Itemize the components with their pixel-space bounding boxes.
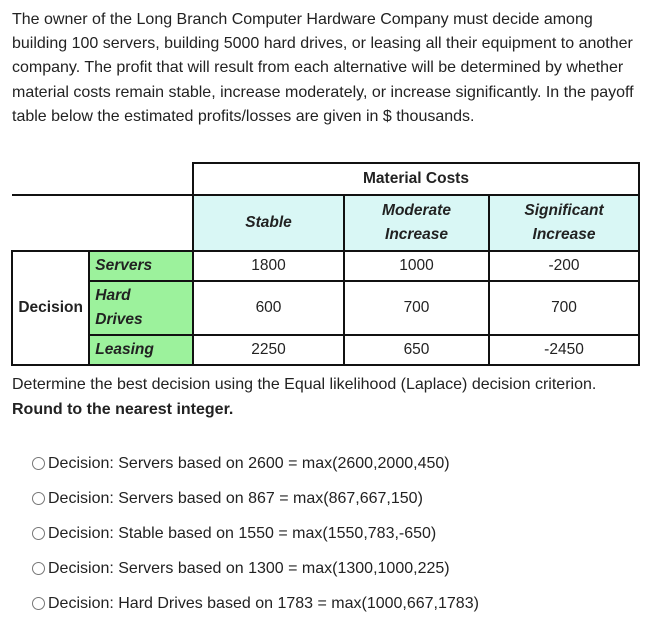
option-label: Decision: Stable based on 1550 = max(1550,783,-650) (48, 524, 437, 542)
table-cell: 2250 (193, 335, 344, 365)
table-cell: -200 (489, 251, 639, 281)
rounding-instruction: Round to the nearest integer. (12, 400, 234, 418)
option-label: Decision: Servers based on 1300 = max(1300,1000,225) (48, 559, 450, 577)
row-label-line2: Drives (95, 311, 143, 328)
column-header-line2: Increase (385, 226, 448, 243)
question-text: Determine the best decision using the Equal likelihood (Laplace) decision criterion. (12, 376, 597, 393)
row-label-text: Servers (95, 257, 153, 274)
column-header-line2: Increase (532, 226, 596, 243)
row-label-hard-drives (89, 281, 193, 335)
column-header-significant (489, 195, 639, 251)
answer-options (32, 446, 479, 621)
answer-option-1[interactable] (32, 446, 479, 481)
table-cell: -2450 (489, 335, 639, 365)
answer-option-5[interactable] (32, 586, 479, 621)
payoff-table (11, 162, 640, 366)
radio-button[interactable] (32, 527, 45, 540)
decision-label: Decision (12, 251, 89, 365)
column-header-moderate (344, 195, 489, 251)
table-cell: 1800 (193, 251, 344, 281)
table-cell: 700 (489, 281, 639, 335)
answer-option-2[interactable] (32, 481, 479, 516)
option-label: Decision: Servers based on 867 = max(867,667,150) (48, 489, 423, 507)
column-header-line1: Moderate (382, 202, 451, 219)
row-label-line1: Hard (95, 287, 131, 304)
table-cell: 700 (344, 281, 489, 335)
table-corner-blank-2 (12, 195, 193, 251)
table-cell: 1000 (344, 251, 489, 281)
column-header-stable (193, 195, 344, 251)
radio-button[interactable] (32, 457, 45, 470)
option-label: Decision: Hard Drives based on 1783 = max(1000,667,1783) (48, 594, 479, 612)
row-label-servers (89, 251, 193, 281)
problem-intro: The owner of the Long Branch Computer Hardware Company must decide among building 100 servers, building 5000 hard drives, or leasing all their equipment to another company. The profit that will result from each alternative will be determined by whether material costs remain stable, increase moderately, or increase significantly. In the payoff table below the estimated profits/losses are given in $ thousands. (12, 11, 634, 125)
row-label-text: Leasing (95, 341, 154, 358)
question-block (12, 373, 662, 422)
answer-option-4[interactable] (32, 551, 479, 586)
radio-button[interactable] (32, 597, 45, 610)
radio-button[interactable] (32, 562, 45, 575)
column-header-line1: Stable (245, 214, 292, 231)
table-cell: 650 (344, 335, 489, 365)
row-label-leasing (89, 335, 193, 365)
table-cell: 600 (193, 281, 344, 335)
radio-button[interactable] (32, 492, 45, 505)
column-header-line1: Significant (524, 202, 604, 219)
option-label: Decision: Servers based on 2600 = max(2600,2000,450) (48, 454, 450, 472)
answer-option-3[interactable] (32, 516, 479, 551)
material-costs-header: Material Costs (193, 163, 639, 195)
table-corner-blank (12, 163, 193, 195)
